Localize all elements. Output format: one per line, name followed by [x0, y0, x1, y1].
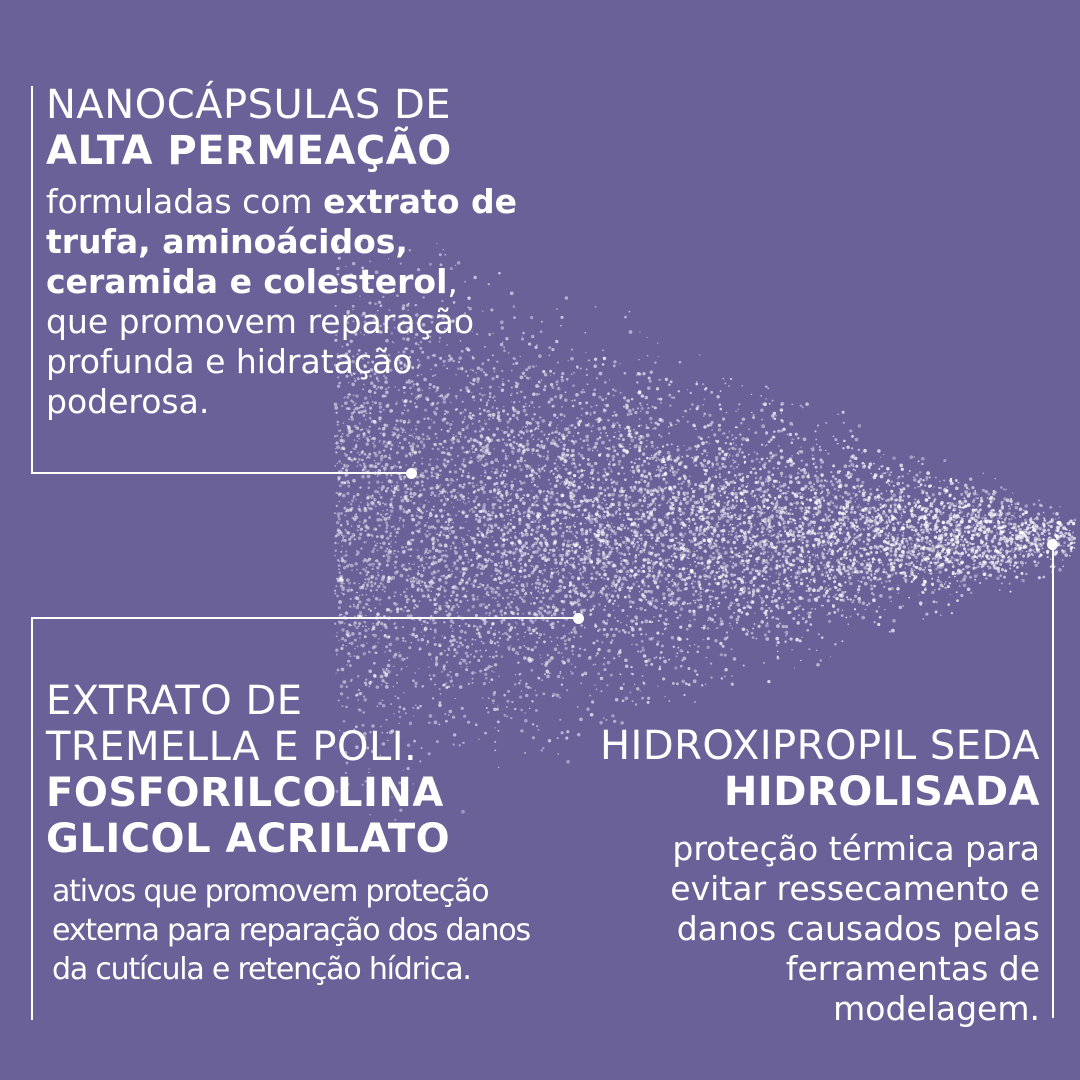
description-text: ativos que promovem proteção externa para reparação dos danos da cutícula e retenção hídrica. — [52, 874, 530, 987]
title-bold: ALTA PERMEAÇÃO — [46, 128, 452, 174]
description-line-4: ferramentas de — [785, 949, 1040, 988]
description-intro: formuladas com — [46, 182, 324, 221]
title-light-line-2: TREMELLA E POLI. — [46, 724, 418, 770]
connector-line-1-horizontal — [31, 472, 411, 474]
feature-description — [520, 829, 1040, 1029]
title-bold-line-2: GLICOL ACRILATO — [46, 816, 451, 862]
connector-dot-2 — [573, 613, 584, 624]
connector-line-2-vertical — [31, 617, 33, 1020]
description-line-3: danos causados pelas — [676, 909, 1040, 948]
description-line-2: evitar ressecamento e — [670, 869, 1040, 908]
title-bold: HIDROLISADA — [723, 769, 1040, 815]
description-line-5: modelagem. — [833, 989, 1040, 1028]
feature-tremella — [46, 678, 546, 989]
title-light: NANOCÁPSULAS DE — [46, 82, 452, 128]
connector-line-2-horizontal — [31, 617, 579, 619]
connector-line-3-vertical — [1052, 545, 1054, 1018]
title-light: HIDROXIPROPIL SEDA — [599, 723, 1040, 769]
feature-seda-hidrolisada — [520, 723, 1040, 1029]
description-rest: , que promovem reparação profunda e hidratação poderosa. — [46, 262, 475, 421]
feature-description — [46, 182, 526, 422]
connector-dot-3 — [1047, 539, 1058, 550]
feature-title — [46, 82, 546, 174]
title-bold-line-1: FOSFORILCOLINA — [46, 770, 444, 816]
feature-nanocapsulas — [46, 82, 546, 422]
feature-title — [46, 678, 546, 862]
feature-title — [520, 723, 1040, 815]
description-highlight: extrato de trufa, aminoácidos, ceramida e colesterol — [46, 182, 518, 301]
connector-line-1-vertical — [31, 86, 33, 474]
connector-dot-1 — [406, 468, 417, 479]
description-line-1: proteção térmica para — [672, 829, 1040, 868]
feature-description — [52, 872, 532, 989]
title-light-line-1: EXTRATO DE — [46, 678, 303, 724]
